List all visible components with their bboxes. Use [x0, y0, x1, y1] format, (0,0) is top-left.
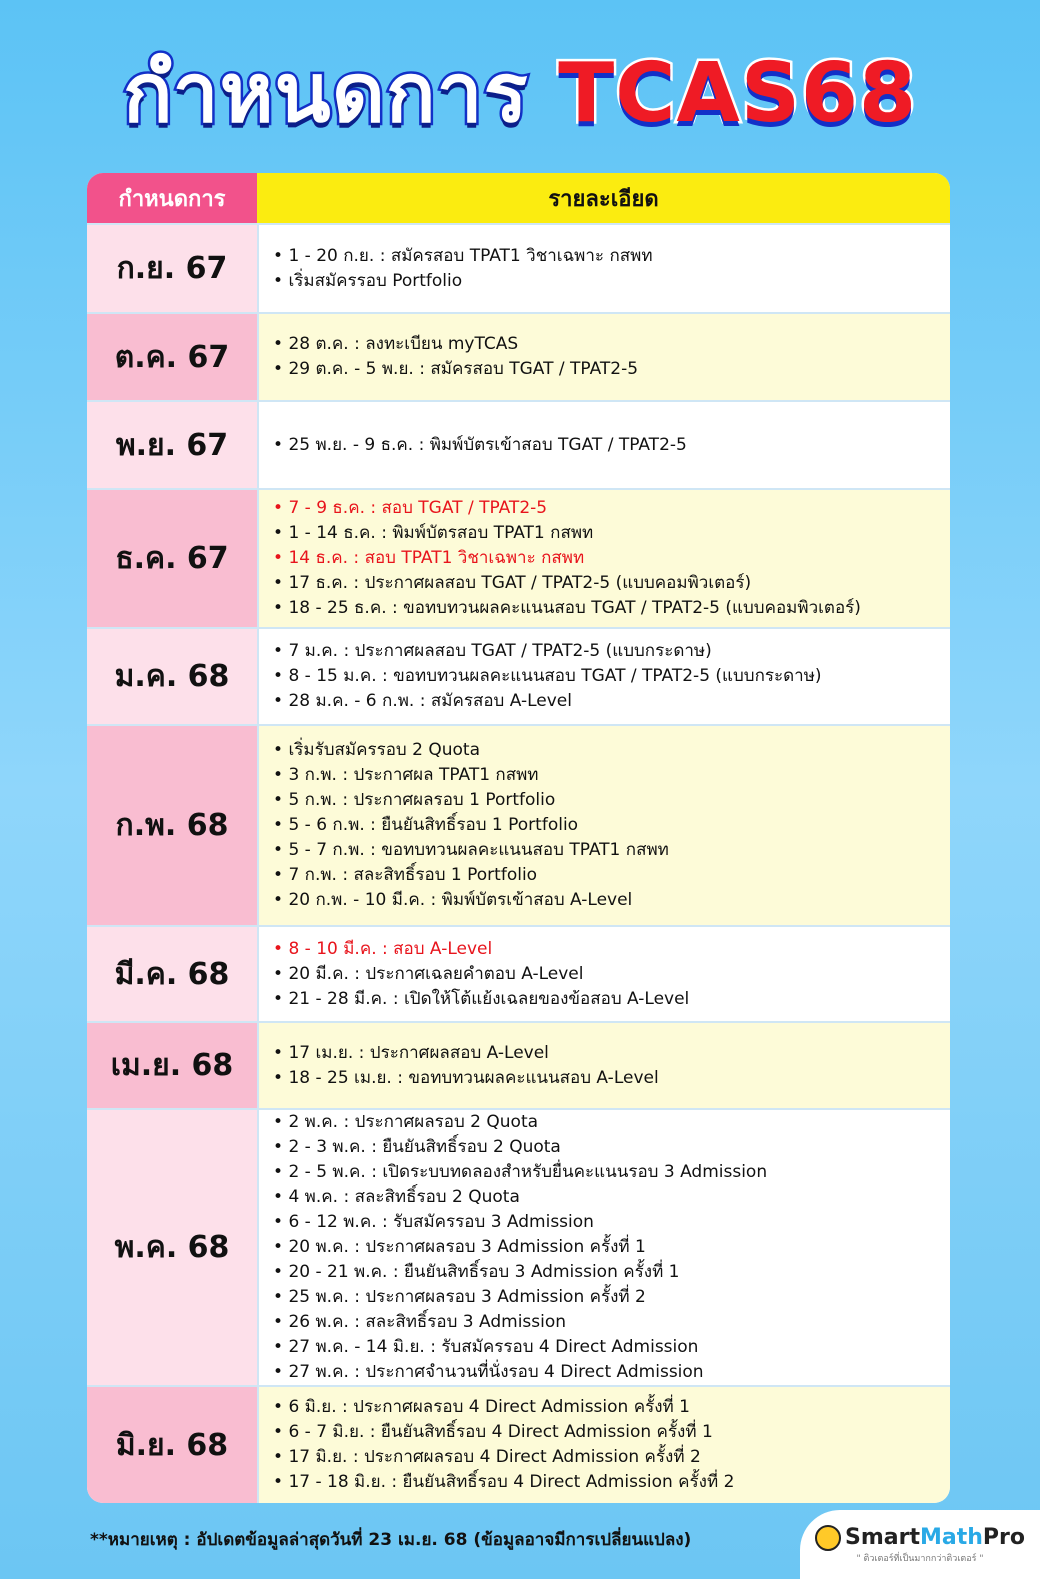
logo-pro: Pro — [982, 1525, 1025, 1550]
detail-item: • 2 พ.ค. : ประกาศผลรอบ 2 Quota — [273, 1110, 950, 1135]
table-row — [87, 400, 950, 488]
detail-item: • 29 ต.ค. - 5 พ.ย. : สมัครสอบ TGAT / TPAT2-5 — [273, 357, 950, 382]
row-month: พ.ย. 67 — [87, 402, 257, 488]
detail-item: • 20 ก.พ. - 10 มี.ค. : พิมพ์บัตรเข้าสอบ A-Level — [273, 888, 950, 913]
mascot-icon — [815, 1525, 841, 1551]
row-month: ม.ค. 68 — [87, 629, 257, 724]
detail-item: • 3 ก.พ. : ประกาศผล TPAT1 กสพท — [273, 763, 950, 788]
detail-item: • 21 - 28 มี.ค. : เปิดให้โต้แย้งเฉลยของข้อสอบ A-Level — [273, 987, 950, 1012]
detail-item: • 17 มิ.ย. : ประกาศผลรอบ 4 Direct Admission ครั้งที่ 2 — [273, 1445, 950, 1470]
detail-item: • เริ่มสมัครรอบ Portfolio — [273, 269, 950, 294]
detail-item: • 25 พ.ค. : ประกาศผลรอบ 3 Admission ครั้งที่ 2 — [273, 1285, 950, 1310]
detail-item: • 27 พ.ค. : ประกาศจำนวนที่นั่งรอบ 4 Direct Admission — [273, 1360, 950, 1385]
title-thai: กำหนดการ — [122, 46, 529, 141]
detail-item: • 18 - 25 ธ.ค. : ขอทบทวนผลคะแนนสอบ TGAT / TPAT2-5 (แบบคอมพิวเตอร์) — [273, 596, 950, 621]
row-month: มิ.ย. 68 — [87, 1387, 257, 1503]
detail-item: • 27 พ.ค. - 14 มิ.ย. : รับสมัครรอบ 4 Direct Admission — [273, 1335, 950, 1360]
detail-item: • 17 เม.ย. : ประกาศผลสอบ A-Level — [273, 1041, 950, 1066]
detail-item: • 8 - 15 ม.ค. : ขอทบทวนผลคะแนนสอบ TGAT / TPAT2-5 (แบบกระดาษ) — [273, 664, 950, 689]
detail-item: • 28 ม.ค. - 6 ก.พ. : สมัครสอบ A-Level — [273, 689, 950, 714]
logo-math: Math — [919, 1525, 983, 1550]
detail-item: • 2 - 5 พ.ค. : เปิดระบบทดลองสำหรับยื่นคะแนนรอบ 3 Admission — [273, 1160, 950, 1185]
detail-item: • 20 พ.ค. : ประกาศผลรอบ 3 Admission ครั้งที่ 1 — [273, 1235, 950, 1260]
row-month: เม.ย. 68 — [87, 1023, 257, 1108]
row-details — [257, 1023, 950, 1108]
detail-item: • 5 - 7 ก.พ. : ขอทบทวนผลคะแนนสอบ TPAT1 กสพท — [273, 838, 950, 863]
row-month: ก.ย. 67 — [87, 225, 257, 312]
schedule-table — [87, 173, 950, 1503]
table-row — [87, 1021, 950, 1108]
row-month: พ.ค. 68 — [87, 1110, 257, 1385]
detail-item: • 20 - 21 พ.ค. : ยืนยันสิทธิ์รอบ 3 Admission ครั้งที่ 1 — [273, 1260, 950, 1285]
detail-item: • 6 - 12 พ.ค. : รับสมัครรอบ 3 Admission — [273, 1210, 950, 1235]
title-en: TCAS68 — [558, 46, 918, 141]
detail-item: • 6 - 7 มิ.ย. : ยืนยันสิทธิ์รอบ 4 Direct Admission ครั้งที่ 1 — [273, 1420, 950, 1445]
detail-item: • 5 - 6 ก.พ. : ยืนยันสิทธิ์รอบ 1 Portfolio — [273, 813, 950, 838]
detail-item: • 5 ก.พ. : ประกาศผลรอบ 1 Portfolio — [273, 788, 950, 813]
header-schedule: กำหนดการ — [87, 173, 257, 223]
row-month: มี.ค. 68 — [87, 927, 257, 1021]
row-details — [257, 225, 950, 312]
row-details — [257, 1387, 950, 1503]
detail-item: • 28 ต.ค. : ลงทะเบียน myTCAS — [273, 332, 950, 357]
page-title — [0, 28, 1040, 158]
row-details — [257, 402, 950, 488]
table-row — [87, 1108, 950, 1385]
row-month: ต.ค. 67 — [87, 314, 257, 400]
detail-item: • 1 - 20 ก.ย. : สมัครสอบ TPAT1 วิชาเฉพาะ กสพท — [273, 244, 950, 269]
detail-item: • 2 - 3 พ.ค. : ยืนยันสิทธิ์รอบ 2 Quota — [273, 1135, 950, 1160]
logo-smart: Smart — [845, 1525, 920, 1550]
detail-item: • 14 ธ.ค. : สอบ TPAT1 วิชาเฉพาะ กสพท — [273, 546, 950, 571]
table-row — [87, 724, 950, 925]
footnote: **หมายเหตุ : อัปเดตข้อมูลล่าสุดวันที่ 23 เม.ย. 68 (ข้อมูลอาจมีการเปลี่ยนแปลง) — [90, 1530, 692, 1550]
detail-item: • 20 มี.ค. : ประกาศเฉลยคำตอบ A-Level — [273, 962, 950, 987]
detail-item: • 7 ก.พ. : สละสิทธิ์รอบ 1 Portfolio — [273, 863, 950, 888]
table-row — [87, 925, 950, 1021]
table-row — [87, 1385, 950, 1503]
detail-item: • เริ่มรับสมัครรอบ 2 Quota — [273, 738, 950, 763]
detail-item: • 26 พ.ค. : สละสิทธิ์รอบ 3 Admission — [273, 1310, 950, 1335]
row-details — [257, 490, 950, 627]
table-row — [87, 312, 950, 400]
logo-tagline: " ติวเตอร์ที่เป็นมากกว่าติวเตอร์ " — [856, 1553, 984, 1564]
row-details — [257, 1110, 950, 1385]
smartmathpro-logo — [800, 1510, 1040, 1579]
row-details — [257, 927, 950, 1021]
header-details: รายละเอียด — [257, 173, 950, 223]
detail-item: • 7 - 9 ธ.ค. : สอบ TGAT / TPAT2-5 — [273, 496, 950, 521]
row-month: ธ.ค. 67 — [87, 490, 257, 627]
detail-item: • 8 - 10 มี.ค. : สอบ A-Level — [273, 937, 950, 962]
detail-item: • 17 ธ.ค. : ประกาศผลสอบ TGAT / TPAT2-5 (แบบคอมพิวเตอร์) — [273, 571, 950, 596]
row-month: ก.พ. 68 — [87, 726, 257, 925]
table-row — [87, 223, 950, 312]
detail-item: • 4 พ.ค. : สละสิทธิ์รอบ 2 Quota — [273, 1185, 950, 1210]
detail-item: • 6 มิ.ย. : ประกาศผลรอบ 4 Direct Admission ครั้งที่ 1 — [273, 1395, 950, 1420]
table-header — [87, 173, 950, 223]
row-details — [257, 314, 950, 400]
detail-item: • 25 พ.ย. - 9 ธ.ค. : พิมพ์บัตรเข้าสอบ TGAT / TPAT2-5 — [273, 433, 950, 458]
row-details — [257, 726, 950, 925]
table-row — [87, 627, 950, 724]
detail-item: • 1 - 14 ธ.ค. : พิมพ์บัตรสอบ TPAT1 กสพท — [273, 521, 950, 546]
table-row — [87, 488, 950, 627]
detail-item: • 18 - 25 เม.ย. : ขอทบทวนผลคะแนนสอบ A-Level — [273, 1066, 950, 1091]
detail-item: • 7 ม.ค. : ประกาศผลสอบ TGAT / TPAT2-5 (แบบกระดาษ) — [273, 639, 950, 664]
detail-item: • 17 - 18 มิ.ย. : ยืนยันสิทธิ์รอบ 4 Direct Admission ครั้งที่ 2 — [273, 1470, 950, 1495]
row-details — [257, 629, 950, 724]
